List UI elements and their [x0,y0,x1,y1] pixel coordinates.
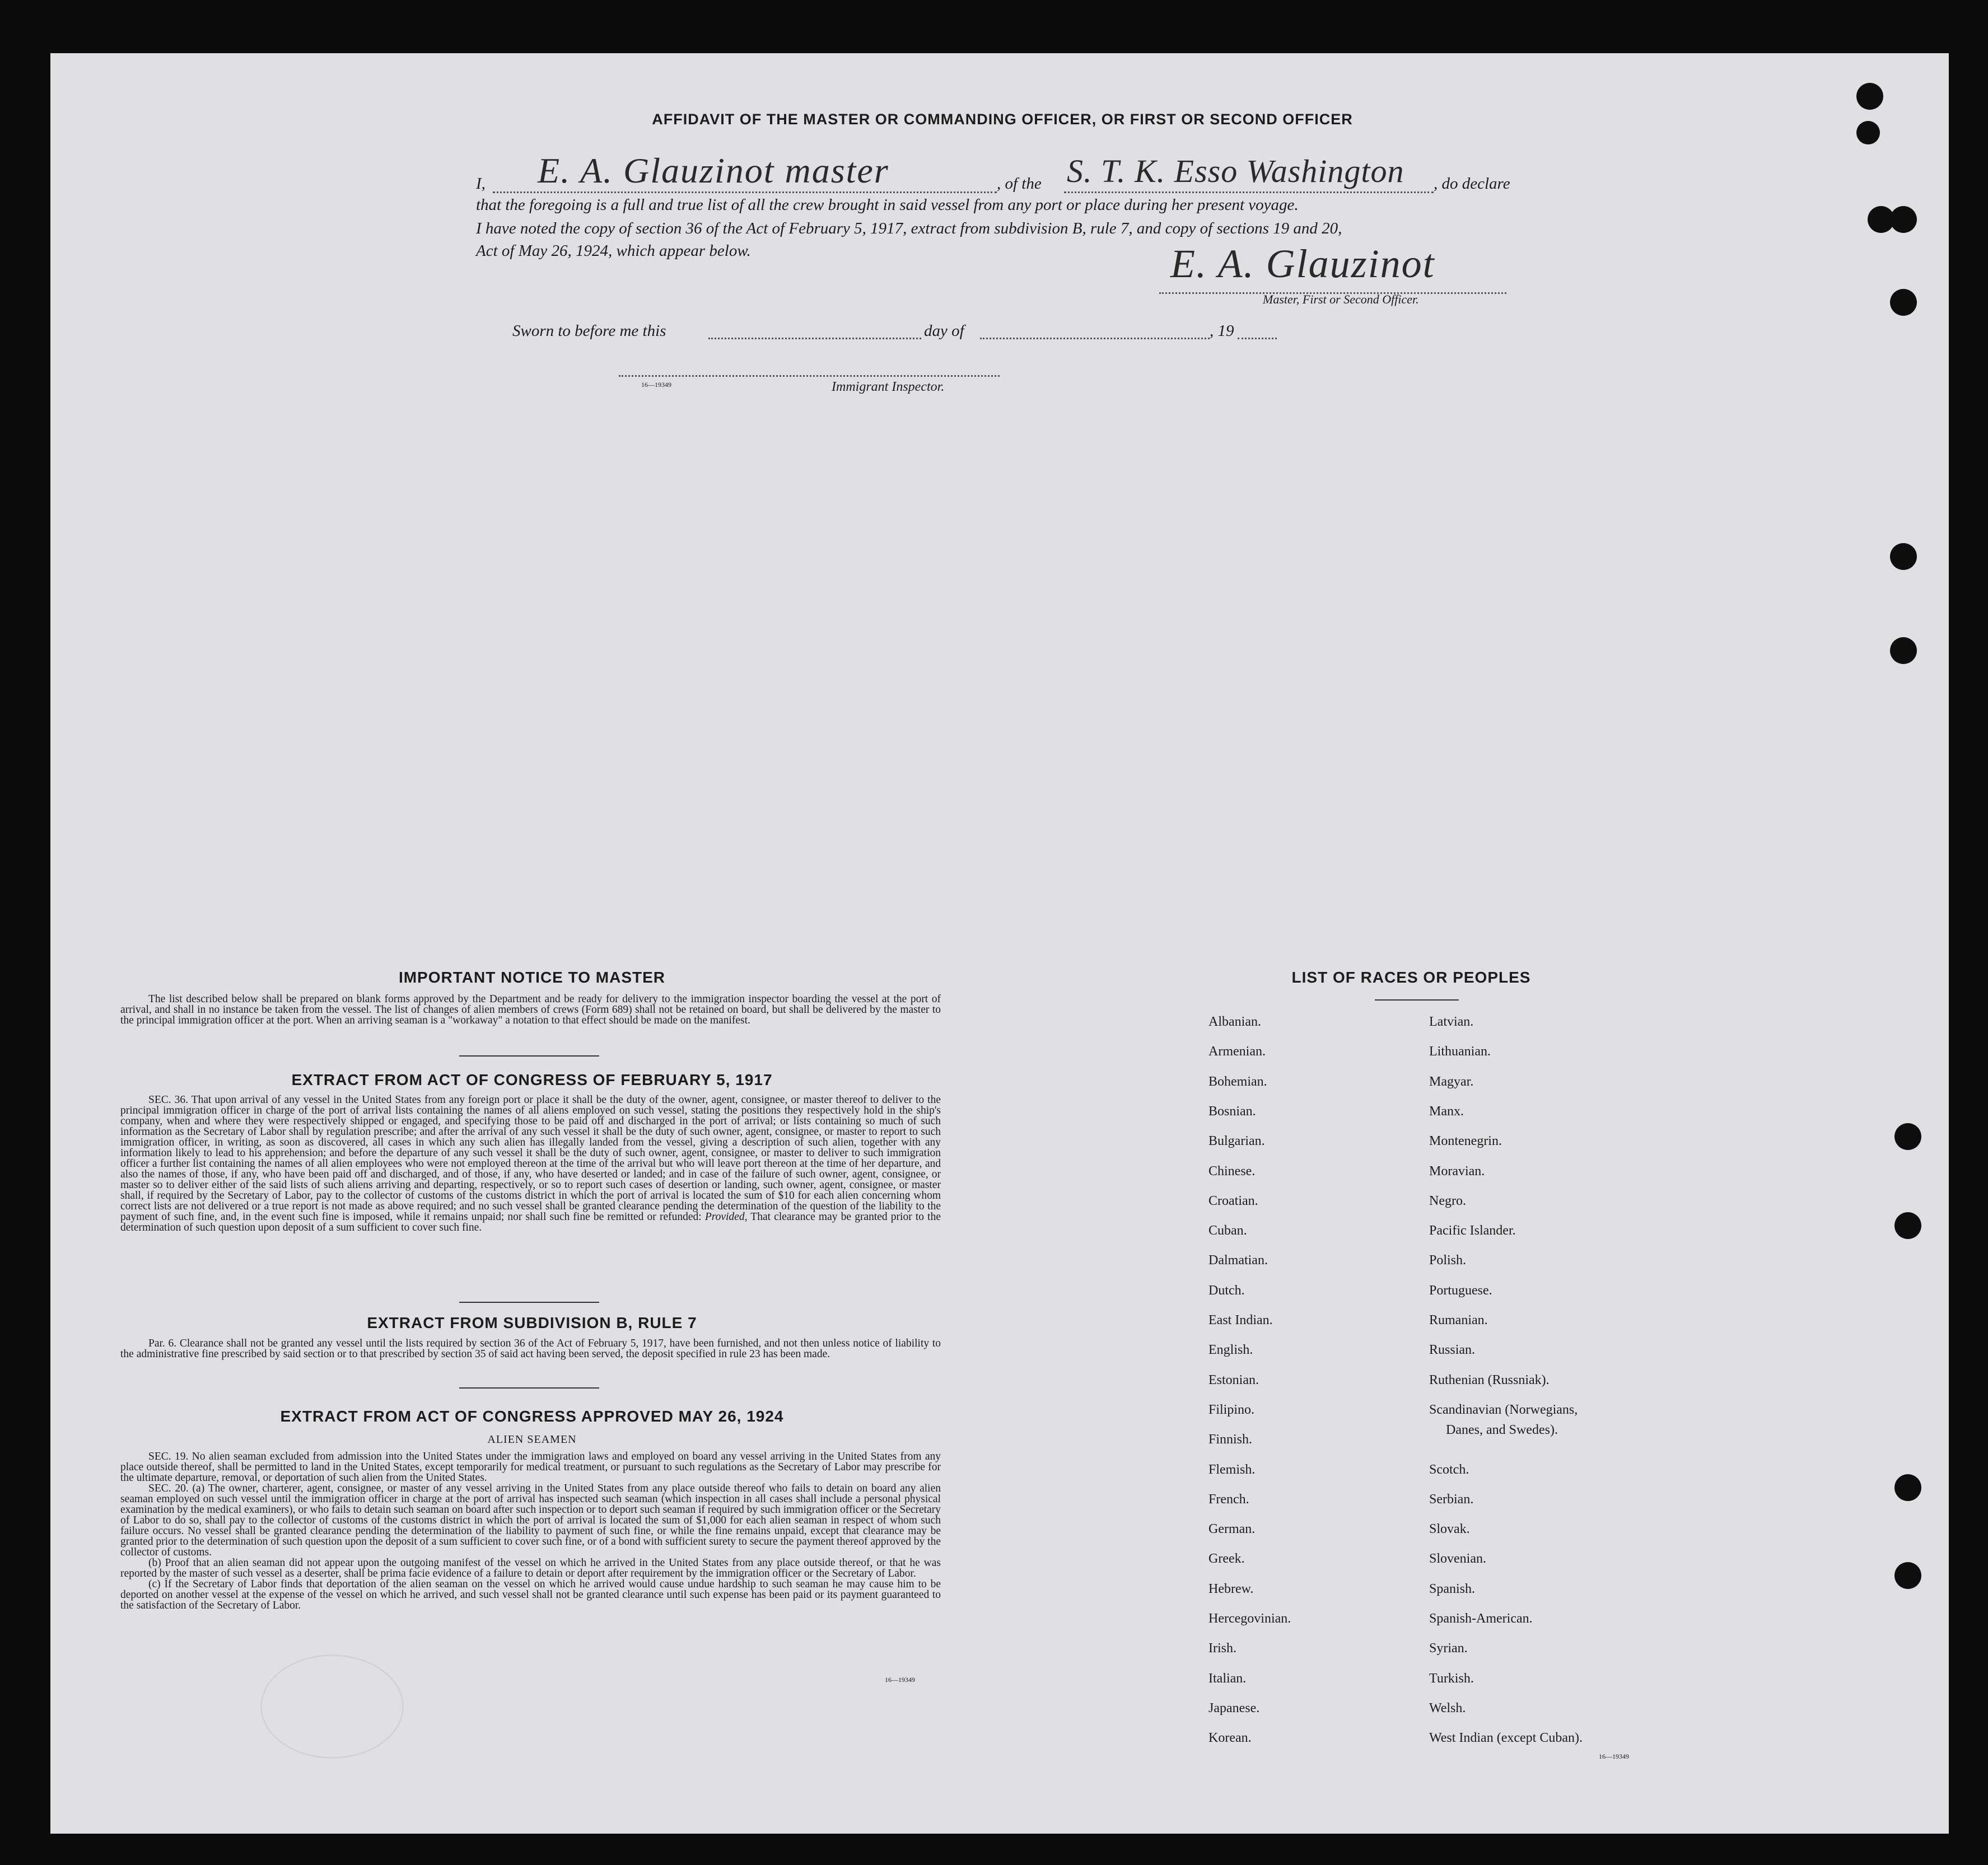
inspector-label: Immigrant Inspector. [832,380,945,394]
race-item: Korean. [1208,1731,1252,1746]
master-signature: E. A. Glauzinot [1170,241,1435,286]
race-item: Polish. [1429,1253,1467,1268]
extract-1917-title: EXTRACT FROM ACT OF CONGRESS OF FEBRUARY 5, 1917 [291,1071,773,1088]
sec-20a-paragraph [120,1483,941,1558]
sworn-day-line [708,338,921,339]
race-item: Japanese. [1208,1700,1260,1716]
signer-name-handwritten: E. A. Glauzinot master [538,151,889,190]
affidavit-title: AFFIDAVIT OF THE MASTER OR COMMANDING OFFICER, OR FIRST OR SECOND OFFICER [652,111,1353,128]
extract-1924-text [120,1451,941,1611]
affidavit-line-3: I have noted the copy of section 36 of the Act of February 5, 1917, extract from subdivision B, rule 7, and copy of sections 19 and 20, [476,219,1342,237]
binder-hole [1894,1212,1921,1239]
sec-19-paragraph [120,1451,941,1483]
sec-20b-paragraph: (b) Proof that an alien seaman did not appear upon the outgoing manifest of the vessel on which he arrived in the United States from any place outside thereof, or that he was reported by the master of such vessel as a deserter, shall be prima facie evidence of a failure to detain or deport after requirement by the immigration officer or the Secretary of Labor. [120,1557,941,1579]
vessel-name-line [1064,191,1434,193]
sworn-label: Sworn to before me this [512,322,666,340]
affidavit-i-label: I, [476,175,486,193]
races-title: LIST OF RACES OR PEOPLES [1291,969,1531,986]
race-item: Croatian. [1208,1193,1258,1208]
race-item: Montenegrin. [1429,1134,1502,1149]
binder-hole [1890,637,1917,664]
race-item: Bohemian. [1208,1074,1267,1089]
extract-1924-title: EXTRACT FROM ACT OF CONGRESS APPROVED MAY 26, 1924 [280,1408,784,1425]
race-item: Irish. [1208,1641,1236,1656]
race-item: Negro. [1429,1193,1466,1208]
race-item: Portuguese. [1429,1283,1492,1298]
race-item: Italian. [1208,1671,1247,1686]
sec-19-label: SEC. 19. [148,1451,189,1462]
binder-hole [1890,289,1917,316]
race-item: German. [1208,1522,1256,1537]
race-item: Cuban. [1208,1223,1247,1238]
race-item: Spanish-American. [1429,1611,1533,1626]
binder-hole [1894,1123,1921,1150]
notice-text: The list described below shall be prepared on blank forms approved by the Department and be ready for delivery to the immigration inspector boarding the vessel at the port of arrival, and shall in no instance be taken from the vessel. The list of changes of alien members of crews (Form 689) shall not be retained on board, but shall be delivered by the master to the principal immigration officer at the port. When an arriving seaman is a "workaway" a notation to that effect should be made on the manifest. [120,993,941,1026]
race-item: Dalmatian. [1208,1253,1268,1268]
race-item: Hebrew. [1208,1581,1254,1596]
of-the-label: , of the [997,175,1042,193]
binder-hole [1856,83,1883,110]
affidavit-line-4: Act of May 26, 1924, which appear below. [476,242,751,260]
race-item-continuation: Danes, and Swedes). [1446,1422,1558,1437]
race-item: Lithuanian. [1429,1044,1491,1059]
race-item: Spanish. [1429,1581,1476,1596]
race-item: Manx. [1429,1104,1464,1119]
binder-hole [1890,543,1917,570]
sec-20a-body: (a) The owner, charterer, agent, consignee, or master of any vessel arriving in the United States from any place outside thereof who fails to detain on board any alien seaman employed on such vessel until the immigration officer in charge at the port of arrival has inspected such seaman (which inspection in all cases shall include a personal physical examination by the medical examiners), or who fails to detain such seaman on board after such inspection or to deport such seaman if required by such immigration officer or the Secretary of Labor to do so, shall pay to the collector of customs of the customs district in which the port of arrival is located the sum of $1,000 for each alien seaman in respect of whom such failure occurs. No vessel shall be granted clearance pending the determination of the liability to payment of such fine, or while the fine remains unpaid, except that clearance may be granted prior to the determination of such question upon the deposit of a sum sufficient to cover such fine, or of a bond with sufficient surety to secure the payment thereof approved by the collector of customs. [120,1483,941,1558]
race-item: Russian. [1429,1343,1476,1358]
race-item: Pacific Islander. [1429,1223,1516,1238]
notice-title: IMPORTANT NOTICE TO MASTER [398,969,666,986]
year-label: , 19 [1210,322,1234,340]
affidavit-line-2: that the foregoing is a full and true list of all the crew brought in said vessel from any port or place during her present voyage. [476,196,1299,214]
race-item: Bosnian. [1208,1104,1256,1119]
race-item: East Indian. [1208,1313,1273,1328]
race-item: Latvian. [1429,1015,1474,1029]
race-item: Flemish. [1208,1462,1256,1477]
sec-19-body: No alien seaman excluded from admission into the United States under the immigration laws and employed on board any vessel arriving in the United States from any place outside thereof, shall be permitted to land in the United States, except temporarily for medical treatment, or pursuant to such regulations as the Secretary of Labor may prescribe for the ultimate departure, removal, or deportation of such alien from the United States. [120,1451,941,1484]
sworn-year-line [1238,338,1277,339]
extract-rule7-title: EXTRACT FROM SUBDIVISION B, RULE 7 [367,1314,697,1331]
extract-rule7-text: Par. 6. Clearance shall not be granted any vessel until the lists required by section 36 of the Act of February 5, 1917, have been furnished, and not then unless notice of liability to the administrative fine prescribed by said section or to that prescribed by section 35 of said act having been served, the deposit specified in rule 23 has been made. [120,1338,941,1360]
race-item: Scandinavian (Norwegians, [1429,1402,1578,1417]
race-item: Turkish. [1429,1671,1474,1686]
day-of-label: day of [924,322,964,340]
extract-1917-text [120,1095,941,1233]
race-item: English. [1208,1343,1253,1358]
inspector-signature-line [619,375,1000,377]
divider [459,1387,599,1389]
vessel-name-handwritten: S. T. K. Esso Washington [1067,153,1404,189]
form-number-top: 16—19349 [641,381,671,389]
sec-36-label: SEC. 36. [148,1094,189,1106]
divider [459,1302,599,1303]
race-item: Albanian. [1208,1015,1261,1029]
race-item: Greek. [1208,1551,1245,1567]
sec-36-provided: Provided, [704,1211,748,1223]
binder-hole [1890,206,1917,233]
race-item: Filipino. [1208,1402,1255,1417]
binder-hole [1894,1474,1921,1501]
binder-hole [1856,121,1880,144]
sec-20c-paragraph: (c) If the Secretary of Labor finds that deportation of the alien seaman on the vessel on which he arrived would cause undue hardship to such seaman he may cause him to be deported on another vessel at the expense of the vessel on which he arrived, and such vessel shall not be granted clearance until such expense has been paid or its payment guaranteed to the satisfaction of the Secretary of Labor. [120,1578,941,1611]
race-item: Hercegovinian. [1208,1611,1291,1626]
extract-1924-subtitle: ALIEN SEAMEN [487,1433,577,1446]
signature-caption: Master, First or Second Officer. [1263,292,1419,306]
race-item: Syrian. [1429,1641,1468,1656]
race-item: West Indian (except Cuban). [1429,1731,1583,1746]
race-item: Moravian. [1429,1163,1485,1179]
race-item: Chinese. [1208,1163,1256,1179]
race-item: Armenian. [1208,1044,1266,1059]
sworn-month-line [980,338,1210,339]
race-item: Finnish. [1208,1432,1253,1447]
race-item: French. [1208,1492,1249,1507]
race-item: Estonian. [1208,1372,1259,1387]
divider [459,1055,599,1057]
race-item: Dutch. [1208,1283,1245,1298]
race-item: Rumanian. [1429,1313,1488,1328]
race-item: Serbian. [1429,1492,1474,1507]
race-item: Welsh. [1429,1700,1466,1716]
do-declare-label: , do declare [1434,175,1510,193]
embossed-seal [260,1654,404,1759]
race-item: Ruthenian (Russniak). [1429,1372,1550,1387]
form-number-races: 16—19349 [1599,1752,1629,1760]
race-item: Bulgarian. [1208,1134,1265,1149]
sec-20-label: SEC. 20. [148,1483,189,1494]
divider [1375,999,1459,1001]
signer-name-line [493,191,997,193]
race-item: Scotch. [1429,1462,1469,1477]
sec-36-body: That upon arrival of any vessel in the United States from any foreign port or place it shall be the duty of the owner, agent, consignee, or master thereof to deliver to the principal immigration officer in charge of the port of arrival lists containing the names of all aliens employed on such vessel, stating the positions they respectively hold in the ship's company, when and where they were respectively shipped or engaged, and specifying those to be paid off and discharged in the port of arrival; or lists containing so much of such information as the Secretary of Labor shall by regulation prescribe; and after the arrival of any such vessel it shall be the duty of such owner, agent, consignee, or master to report to such immigration officer, in writing, as soon as discovered, all cases in which any such alien has illegally landed from the vessel, giving a description of such alien, together with any information likely to lead to his apprehension; and before the departure of any such vessel it shall be the duty of such owner, agent, consignee, or master to deliver to such immigration officer a further list containing the names of all alien employees who were not employed thereon at the time of the arrival but who will leave port thereon at the time of her departure, and also the names of those, if any, who have been paid off and discharged, and of those, if any, who have deserted or landed; and in case of the failure of such owner, agent, consignee, or master so to deliver either of the said lists of such aliens arriving and departing, respectively, or so to report such cases of desertion or landing, such owner, agent, consignee, or master shall, if required by the Secretary of Labor, pay to the collector of customs of the customs district in which the port of arrival is located the sum of $10 for each alien concerning whom correct lists are not delivered or a true report is not made as above required; and no such vessel shall be granted clearance pending the determination of the question of the liability to the payment of such fine, and, in the event such fine is imposed, while it remains unpaid; nor shall such fine be remitted or refunded: [120,1094,941,1223]
form-number-notice: 16—19349 [885,1676,915,1684]
race-item: Slovenian. [1429,1551,1486,1567]
binder-hole [1894,1562,1921,1589]
race-item: Magyar. [1429,1074,1474,1089]
race-item: Slovak. [1429,1522,1470,1537]
sec-36-body-end: That clearance may be granted prior to the determination of such question upon deposit of a sum sufficient to cover such fine. [120,1211,941,1233]
